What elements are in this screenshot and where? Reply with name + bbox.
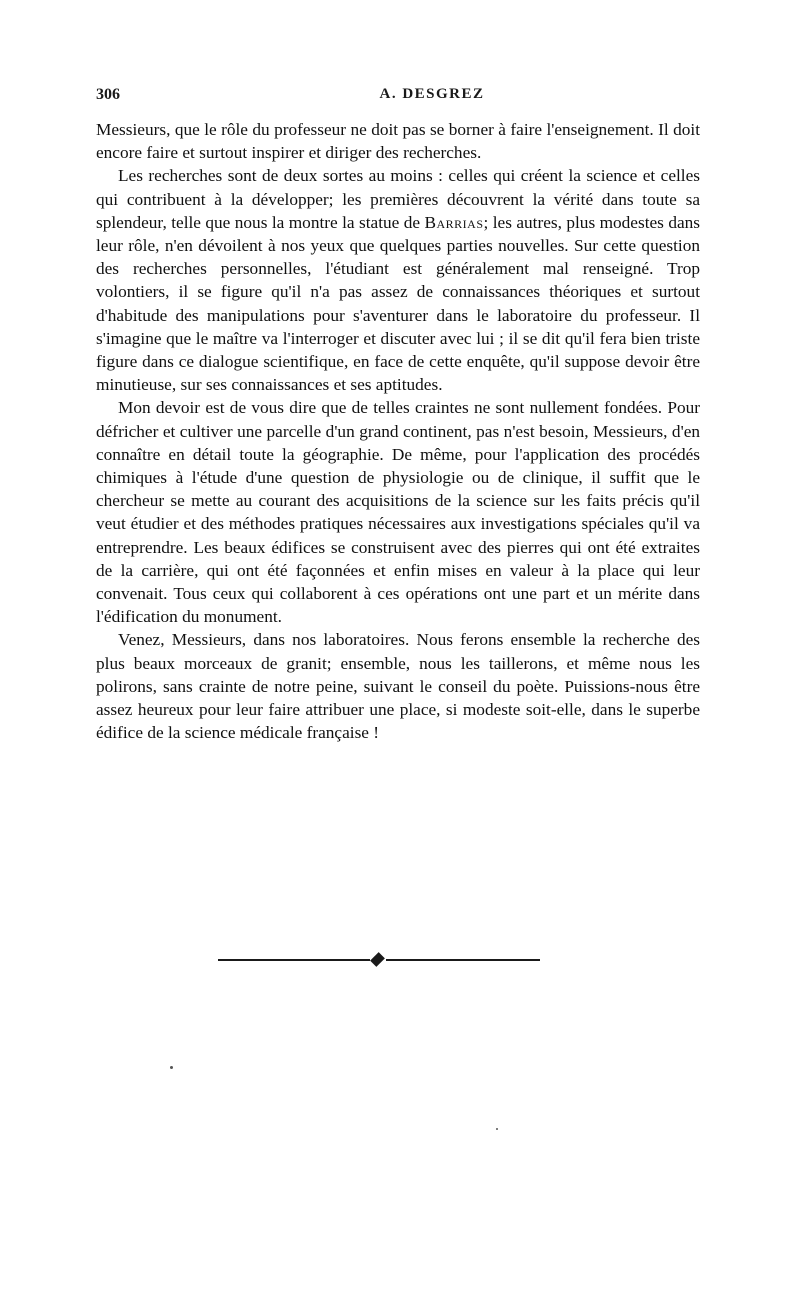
running-head-author: A. DESGREZ [379,86,485,102]
running-head [96,86,700,108]
page-number: 306 [96,86,120,103]
paragraph-1: Messieurs, que le rôle du professeur ne doit pas se borner à faire l'enseignement. Il doit encore faire et surtout inspirer et diriger des recherches. [96,120,700,163]
print-speck [170,1066,173,1069]
ornament-rule-right [386,959,540,961]
paragraph-2-text-start: Les recherches sont de deux sortes au moins : celles qui créent la science et celles qui contribuent à la développer; les premières découvrent la vérité dans toute sa splendeur, telle que nous la montre la statue de [96,166,700,232]
ornament-rule-left [218,959,370,961]
paragraph-2-text-end: ; les autres, plus modestes dans leur rôle, n'en dévoilent à nos yeux que quelques parties nouvelles. Sur cette question des recherches personnelles, l'étudiant est généralement mal renseigné. Trop volontiers, il se figure qu'il n'a pas assez de connaissances théoriques et surtout d'habitude des manipulations pour s'aventurer dans le laboratoire du professeur. Il s'imagine que le maître va l'interroger et discuter avec lui ; il se dit qu'il fera bien triste figure dans ce dialogue scientifique, en face de cette enquête, qu'il suppose devoir être minutieuse, sur ses connaissances et ses aptitudes. [96,212,700,395]
diamond-icon [370,952,385,967]
sculptor-name: Barrias [424,212,484,232]
end-ornament [218,952,540,968]
paragraph-2 [96,164,700,396]
paragraph-3: Mon devoir est de vous dire que de telles craintes ne sont nullement fondées. Pour défricher et cultiver une parcelle d'un grand continent, pas n'est besoin, Messieurs, d'en connaître en détail toute la géographie. De même, pour l'application des procédés chimiques à l'étude d'une question de physiologie ou de clinique, il suffit que le chercheur se mette au courant des acquisitions de la science sur les faits précis qu'il veut étudier et des méthodes pratiques nécessaires aux investigations spéciales qu'il va entreprendre. Les beaux édifices se construisent avec des pierres qui ont été extraites de la carrière, qui ont été façonnées et enfin mises en valeur à la place qui leur convenait. Tous ceux qui collaborent à ces opérations ont une part et un mérite dans l'édification du monument. [96,398,700,627]
body-text [96,118,700,744]
paragraph-4: Venez, Messieurs, dans nos laboratoires. Nous ferons ensemble la recherche des plus beaux morceaux de granit; ensemble, nous les taillerons, et même nous les polirons, sans crainte de notre peine, suivant le conseil du poète. Puissions-nous être assez heureux pour leur faire attribuer une place, si modeste soit-elle, dans le superbe édifice de la science médicale française ! [96,630,700,743]
print-speck [496,1128,498,1130]
